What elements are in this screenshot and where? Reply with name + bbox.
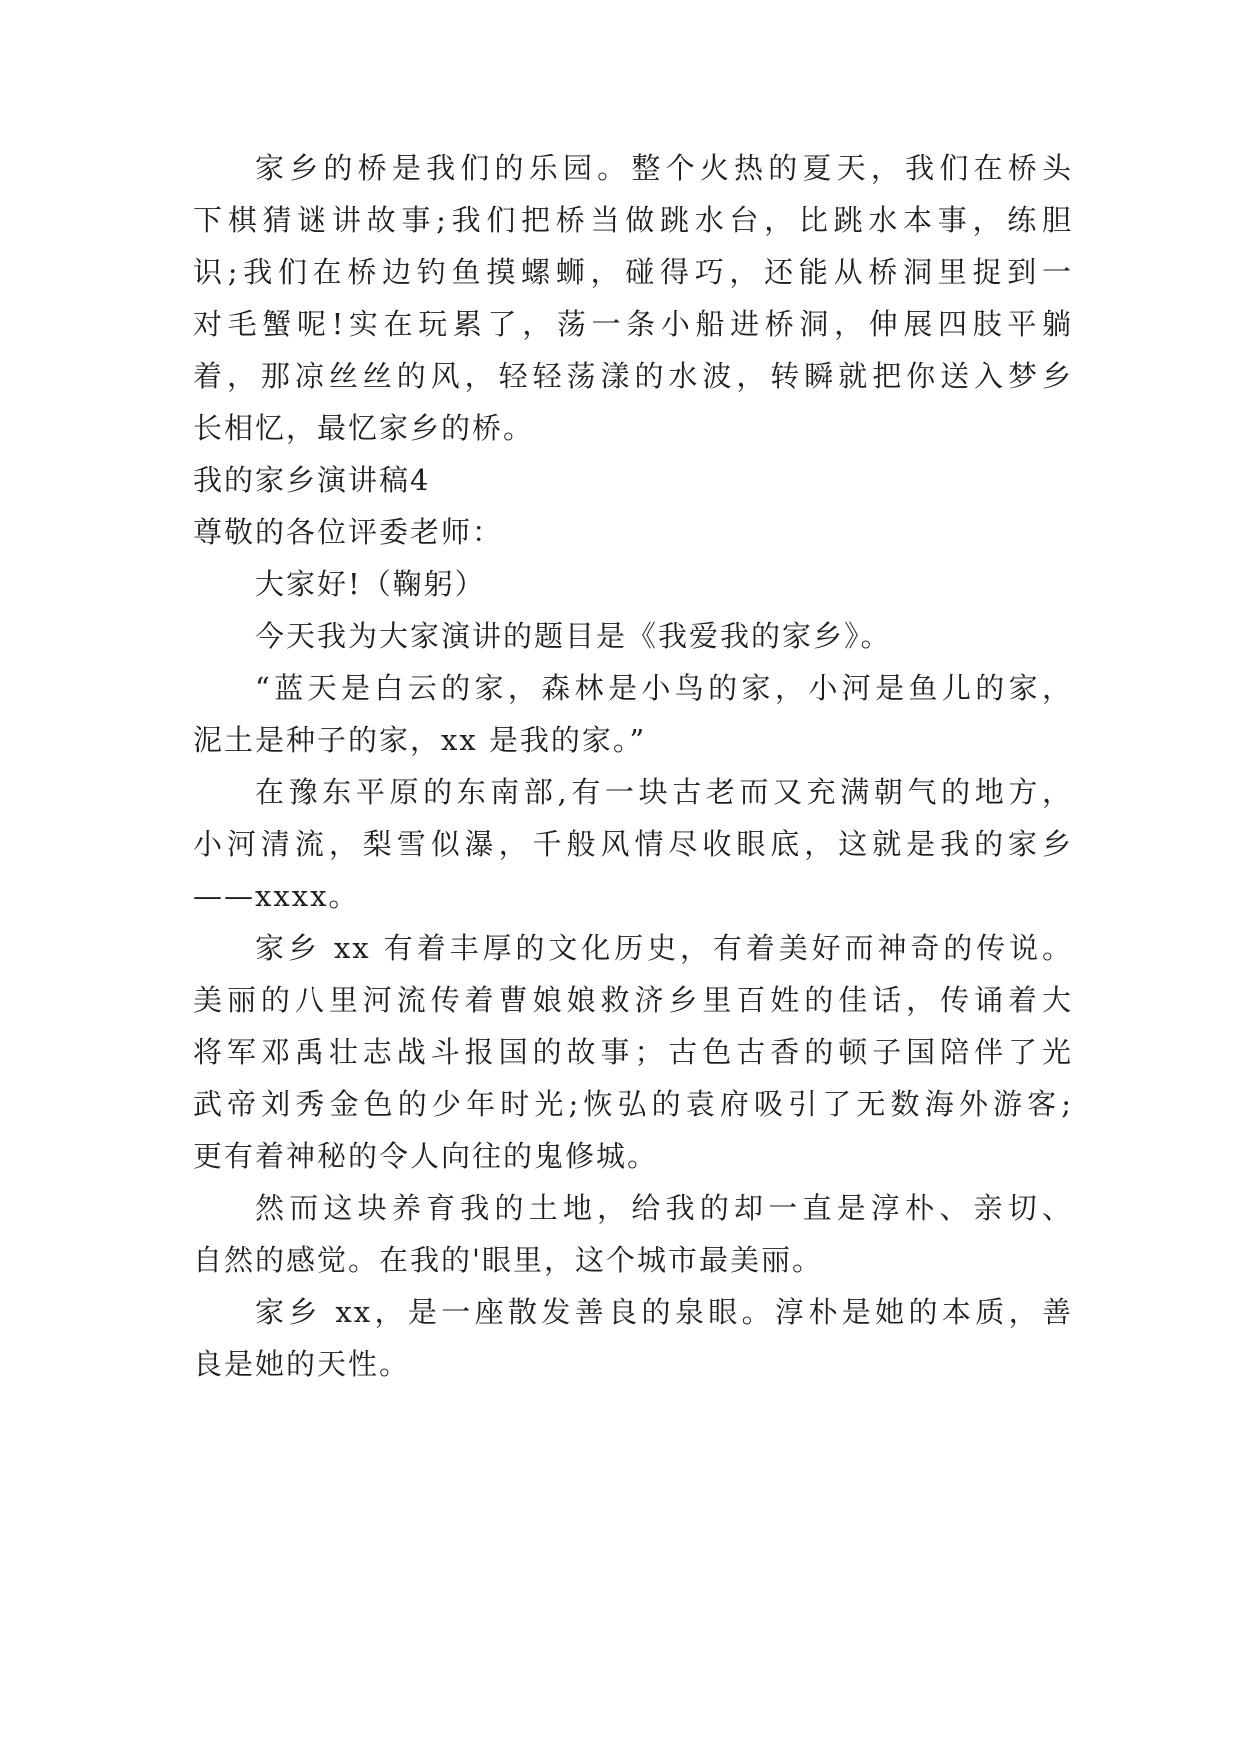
section-heading: 我的家乡演讲稿4 xyxy=(193,463,431,497)
paragraph-line: 家乡的桥是我们的乐园。整个火热的夏天，我们在桥头 xyxy=(255,151,1073,185)
paragraph-line: 今天我为大家演讲的题目是《我爱我的家乡》。 xyxy=(255,619,892,653)
paragraph-line: 美丽的八里河流传着曹娘娘救济乡里百姓的佳话，传诵着大 xyxy=(193,983,1073,1017)
paragraph-line: 长相忆，最忆家乡的桥。 xyxy=(193,411,535,445)
paragraph-line: 家乡 xx，是一座散发善良的泉眼。淳朴是她的本质，善 xyxy=(255,1295,1073,1329)
paragraph-line: 对毛蟹呢!实在玩累了，荡一条小船进桥洞，伸展四肢平躺 xyxy=(193,307,1073,341)
paragraph-line: 更有着神秘的令人向往的鬼修城。 xyxy=(193,1139,659,1173)
paragraph-line: 然而这块养育我的土地，给我的却一直是淳朴、亲切、 xyxy=(255,1191,1073,1225)
paragraph-line: 泥土是种子的家，xx 是我的家。” xyxy=(193,723,647,757)
paragraph-line: 识;我们在桥边钓鱼摸螺蛳，碰得巧，还能从桥洞里捉到一 xyxy=(193,255,1073,289)
paragraph-line: ——xxxx。 xyxy=(193,879,360,913)
paragraph-line: 小河清流，梨雪似瀑，千般风情尽收眼底，这就是我的家乡 xyxy=(193,827,1073,861)
paragraph-line: 家乡 xx 有着丰厚的文化历史，有着美好而神奇的传说。 xyxy=(255,931,1073,965)
paragraph-line: 将军邓禹壮志战斗报国的故事；古色古香的顿子国陪伴了光 xyxy=(193,1035,1073,1069)
paragraph-line: 自然的感觉。在我的'眼里，这个城市最美丽。 xyxy=(193,1243,823,1277)
paragraph-line: 着，那凉丝丝的风，轻轻荡漾的水波，转瞬就把你送入梦乡 xyxy=(193,359,1073,393)
paragraph-line: 良是她的天性。 xyxy=(193,1347,411,1381)
paragraph-line: 在豫东平原的东南部,有一块古老而又充满朝气的地方， xyxy=(255,775,1073,809)
greeting: 大家好!（鞠躬） xyxy=(255,567,486,601)
paragraph-line: “蓝天是白云的家，森林是小鸟的家，小河是鱼儿的家， xyxy=(255,671,1073,705)
paragraph-line: 下棋猜谜讲故事;我们把桥当做跳水台，比跳水本事，练胆 xyxy=(193,203,1073,237)
salutation: 尊敬的各位评委老师： xyxy=(193,515,504,549)
paragraph-line: 武帝刘秀金色的少年时光;恢弘的袁府吸引了无数海外游客; xyxy=(193,1087,1073,1121)
